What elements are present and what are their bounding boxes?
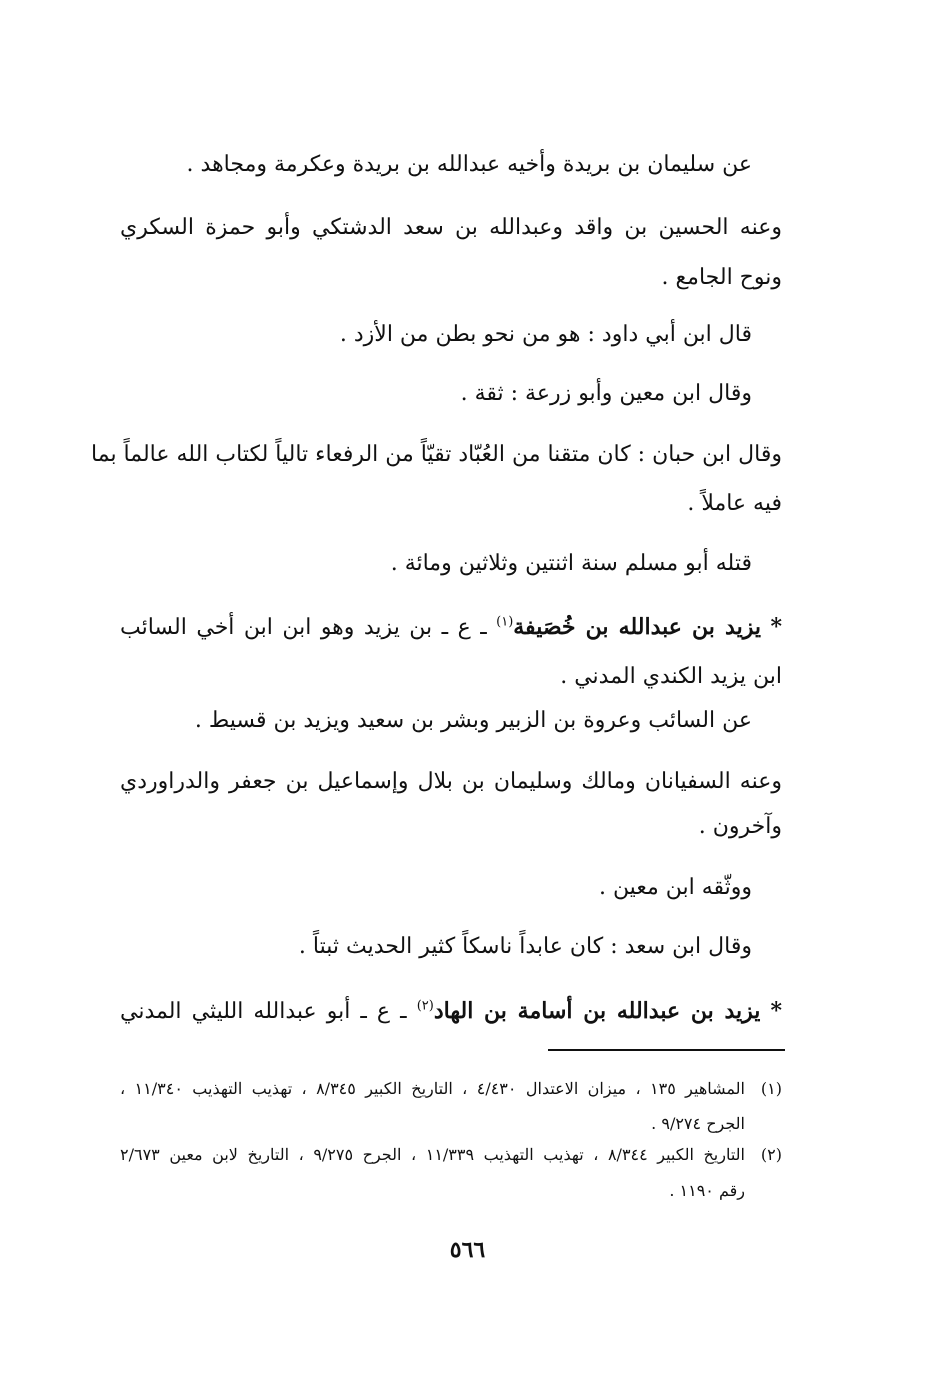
text-line-13: وآخرون . <box>698 814 782 839</box>
footnote-ref: (٢) <box>416 998 434 1014</box>
entry-rest: ـ ع ـ بن يزيد وهو ابن ابن أخي السائب <box>120 615 487 640</box>
text-line-8: قتله أبو مسلم سنة اثنتين وثلاثين ومائة . <box>390 551 752 576</box>
text-line-5: وقال ابن معين وأبو زرعة : ثقة . <box>460 381 752 406</box>
entry-rest: ـ ع ـ أبو عبدالله الليثي المدني <box>120 999 407 1024</box>
footnote-number: (٢) <box>760 1145 782 1164</box>
text-line-14: ووثّقه ابن معين . <box>598 875 752 900</box>
footnote-1-line-2: الجرح ٩/٢٧٤ . <box>651 1114 745 1133</box>
text-line-3: ونوح الجامع . <box>661 265 782 290</box>
page-number: ٥٦٦ <box>449 1237 486 1263</box>
footnote-1-line-1: المشاهير ١٣٥ ، ميزان الاعتدال ٤/٤٣٠ ، التاريخ الكبير ٨/٣٤٥ ، تهذيب التهذيب ١١/٣٤٠ ، <box>120 1079 745 1098</box>
text-line-15: وقال ابن سعد : كان عابداً ناسكاً كثير الحديث ثبتاً . <box>298 934 752 959</box>
text-line-6: وقال ابن حبان : كان متقنا من العُبّاد تقيّاً من الرفعاء تالياً لكتاب الله عالماً بما <box>91 442 782 467</box>
text-line-10: ابن يزيد الكندي المدني . <box>560 664 782 689</box>
entry-heading-1 <box>120 612 782 643</box>
entry-marker: * <box>770 998 782 1024</box>
entry-heading-2 <box>120 996 782 1027</box>
text-line-7: فيه عاملاً . <box>687 491 782 516</box>
footnote-2-line-1: التاريخ الكبير ٨/٣٤٤ ، تهذيب التهذيب ١١/٣٣٩ ، الجرح ٩/٢٧٥ ، التاريخ لابن معين ٢/٦٧٣ <box>120 1145 746 1164</box>
footnote-ref: (١) <box>496 614 514 630</box>
text-line-11: عن السائب وعروة بن الزبير وبشر بن سعيد ويزيد بن قسيط . <box>194 708 752 733</box>
text-line-4: قال ابن أبي داود : هو من نحو بطن من الأزد . <box>339 322 752 347</box>
entry-name: يزيد بن عبدالله بن أسامة بن الهاد <box>433 998 761 1024</box>
footnote-number: (١) <box>760 1079 782 1098</box>
text-line-2: وعنه الحسين بن واقد وعبدالله بن سعد الدشتكي وأبو حمزة السكري <box>120 215 782 240</box>
entry-name: يزيد بن عبدالله بن خُصَيفة <box>513 614 761 640</box>
footnote-separator <box>548 1049 785 1051</box>
entry-marker: * <box>770 614 782 640</box>
footnote-2-line-2: رقم ١١٩٠ . <box>669 1181 745 1200</box>
text-line-12: وعنه السفيانان ومالك وسليمان بن بلال وإسماعيل بن جعفر والدراوردي <box>120 769 782 794</box>
text-line-1: عن سليمان بن بريدة وأخيه عبدالله بن بريدة وعكرمة ومجاهد . <box>186 152 752 177</box>
